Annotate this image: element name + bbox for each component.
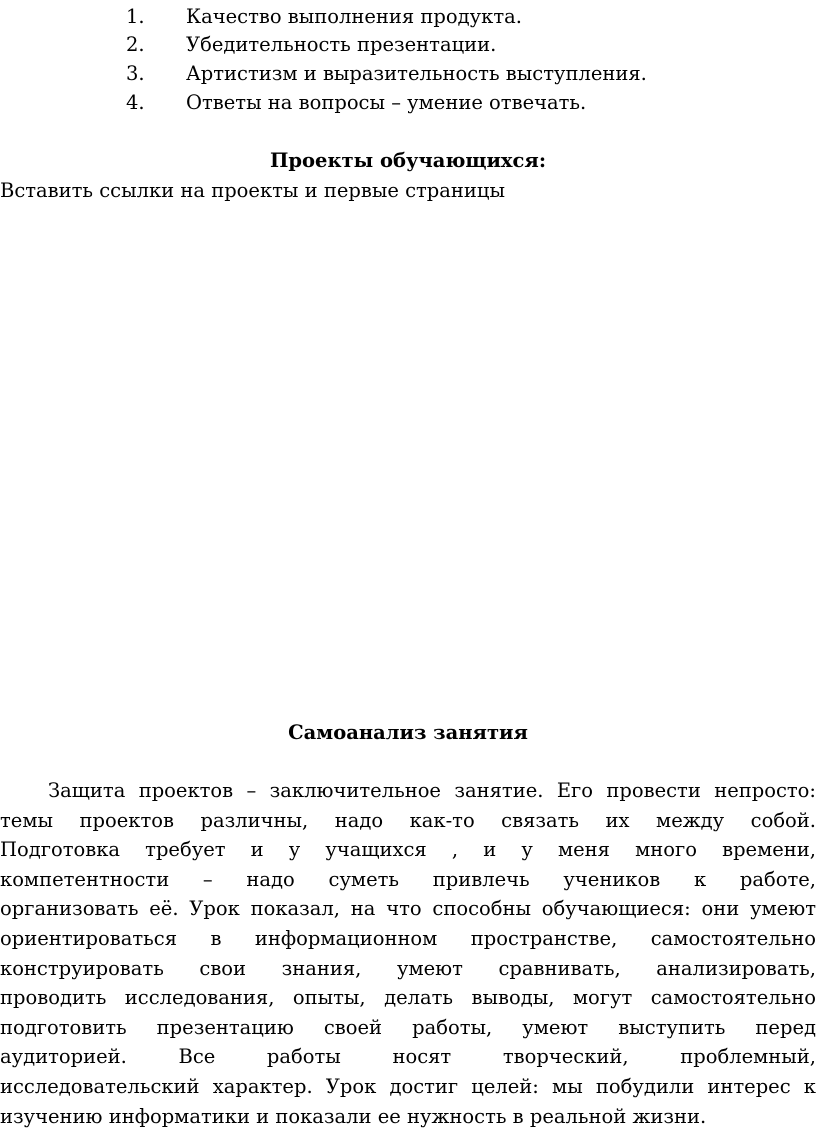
projects-note: Вставить ссылки на проекты и первые страницы: [0, 179, 505, 202]
list-text: Артистизм и выразительность выступления.: [186, 62, 647, 85]
analysis-heading: Самоанализ занятия: [288, 721, 528, 744]
paragraph-line: проводить исследования, опыты, делать выводы, могут самостоятельно: [0, 986, 816, 1010]
projects-heading: Проекты обучающихся:: [269, 149, 547, 172]
paragraph-line: организовать её. Урок показал, на что способны обучающиеся: они умеют: [0, 897, 816, 921]
paragraph-line: аудиторией. Все работы носят творческий, проблемный,: [0, 1045, 816, 1069]
list-text: Ответы на вопросы – умение отвечать.: [186, 91, 587, 114]
paragraph-line: ориентироваться в информационном пространстве, самостоятельно: [0, 926, 816, 950]
paragraph-line: компетентности – надо суметь привлечь учеников к работе,: [0, 867, 816, 891]
list-text: Качество выполнения продукта.: [186, 5, 522, 28]
paragraph-line: Защита проектов – заключительное занятие. Его провести непросто:: [48, 779, 816, 802]
list-number: 2.: [126, 33, 145, 56]
paragraph-line: исследовательский характер. Урок достиг целей: мы побудили интерес к: [0, 1074, 816, 1098]
paragraph-line: конструировать свои знания, умеют сравнивать, анализировать,: [0, 956, 816, 980]
paragraph-line: изучению информатики и показали ее нужность в реальной жизни.: [0, 1104, 707, 1128]
paragraph-line: подготовить презентацию своей работы, умеют выступить перед: [0, 1015, 816, 1039]
paragraph-line: Подготовка требует и у учащихся , и у меня много времени,: [0, 838, 816, 862]
list-number: 1.: [126, 5, 145, 28]
list-text: Убедительность презентации.: [186, 33, 497, 56]
list-number: 4.: [126, 91, 145, 114]
paragraph-line: темы проектов различны, надо как-то связать их между собой.: [0, 808, 816, 832]
list-number: 3.: [126, 62, 145, 85]
analysis-paragraph: [0, 776, 816, 1131]
